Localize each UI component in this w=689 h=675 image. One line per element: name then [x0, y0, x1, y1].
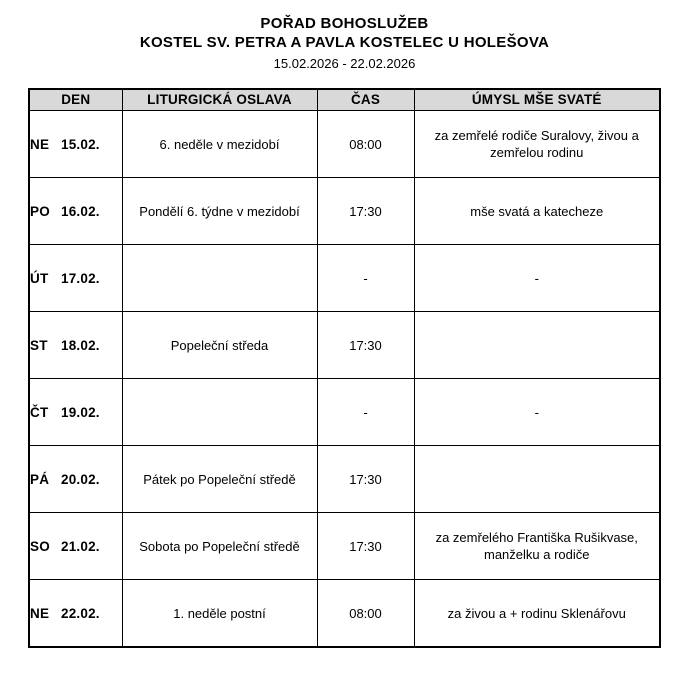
- day-name: PO: [30, 203, 50, 219]
- cell-celebration: [122, 245, 317, 312]
- day-date: 18.02.: [61, 337, 100, 353]
- cell-day: [29, 580, 122, 648]
- cell-day: [29, 446, 122, 513]
- day-name: NE: [30, 136, 50, 152]
- cell-intention: za živou a + rodinu Sklenářovu: [414, 580, 660, 648]
- cell-intention: za zemřelého Františka Rušikvase, manželku a rodiče: [414, 513, 660, 580]
- cell-day: [29, 379, 122, 446]
- date-range: 15.02.2026 - 22.02.2026: [273, 56, 416, 71]
- day-name: ÚT: [30, 270, 49, 286]
- cell-time: 17:30: [317, 178, 414, 245]
- table-header-row: [29, 89, 660, 111]
- cell-celebration: [122, 379, 317, 446]
- cell-celebration: 6. neděle v mezidobí: [122, 111, 317, 178]
- cell-time: -: [317, 245, 414, 312]
- table-body: [29, 111, 660, 648]
- cell-celebration: Popeleční středa: [122, 312, 317, 379]
- cell-time: 17:30: [317, 312, 414, 379]
- cell-intention: [414, 446, 660, 513]
- day-name: PÁ: [30, 471, 50, 487]
- cell-time: -: [317, 379, 414, 446]
- cell-intention: -: [414, 245, 660, 312]
- column-header-time: ČAS: [317, 89, 414, 111]
- column-header-intention: ÚMYSL MŠE SVATÉ: [414, 89, 660, 111]
- day-name: NE: [30, 605, 50, 621]
- day-date: 21.02.: [61, 538, 100, 554]
- cell-day: [29, 513, 122, 580]
- cell-intention: [414, 312, 660, 379]
- table-row: [29, 111, 660, 178]
- day-date: 17.02.: [61, 270, 100, 286]
- document-header: [0, 0, 689, 74]
- day-name: SO: [30, 538, 50, 554]
- document-title: POŘAD BOHOSLUŽEB: [260, 15, 429, 32]
- cell-time: 17:30: [317, 513, 414, 580]
- day-name: ČT: [30, 404, 49, 420]
- cell-intention: -: [414, 379, 660, 446]
- cell-intention: mše svatá a katecheze: [414, 178, 660, 245]
- column-header-celebration: LITURGICKÁ OSLAVA: [122, 89, 317, 111]
- cell-time: 08:00: [317, 111, 414, 178]
- table-row: [29, 580, 660, 648]
- day-date: 19.02.: [61, 404, 100, 420]
- day-date: 22.02.: [61, 605, 100, 621]
- church-name: KOSTEL SV. PETRA A PAVLA KOSTELEC U HOLEŠOVA: [139, 34, 550, 51]
- schedule-table: [28, 88, 661, 648]
- cell-day: [29, 111, 122, 178]
- cell-celebration: 1. neděle postní: [122, 580, 317, 648]
- cell-celebration: Pondělí 6. týdne v mezidobí: [122, 178, 317, 245]
- table-row: [29, 379, 660, 446]
- cell-day: [29, 245, 122, 312]
- cell-time: 17:30: [317, 446, 414, 513]
- cell-day: [29, 312, 122, 379]
- day-date: 15.02.: [61, 136, 100, 152]
- column-header-day: DEN: [29, 89, 122, 111]
- cell-intention: za zemřelé rodiče Suralovy, živou a zemřelou rodinu: [414, 111, 660, 178]
- day-date: 20.02.: [61, 471, 100, 487]
- table-header: [29, 89, 660, 111]
- day-date: 16.02.: [61, 203, 100, 219]
- table-row: [29, 513, 660, 580]
- day-name: ST: [30, 337, 48, 353]
- table-row: [29, 245, 660, 312]
- cell-celebration: Sobota po Popeleční středě: [122, 513, 317, 580]
- cell-day: [29, 178, 122, 245]
- table-row: [29, 178, 660, 245]
- table-row: [29, 446, 660, 513]
- table-row: [29, 312, 660, 379]
- cell-time: 08:00: [317, 580, 414, 648]
- cell-celebration: Pátek po Popeleční středě: [122, 446, 317, 513]
